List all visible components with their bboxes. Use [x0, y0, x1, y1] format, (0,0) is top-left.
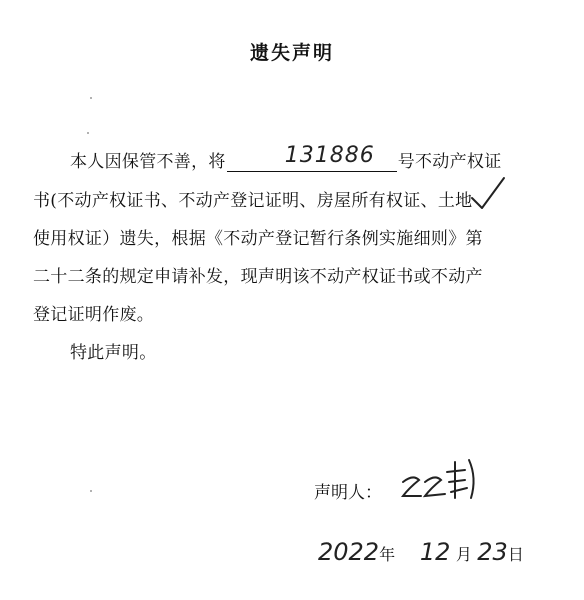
scan-dot: [87, 132, 89, 134]
paragraph-line-1: [70, 143, 502, 172]
date-year-unit: 年: [379, 545, 396, 564]
checkmark-icon: [468, 174, 508, 214]
paragraph-line-4: 二十二条的规定申请补发，现声明该不动产权证书或不动产: [33, 267, 483, 287]
paragraph-line-5: 登记证明作废。: [33, 305, 155, 325]
scan-dot: [90, 97, 92, 99]
document-title: 遗失声明: [249, 42, 334, 64]
paragraph-line-2: 书(不动产权证书、不动产登记证明、房屋所有权证、土地: [33, 191, 473, 211]
declaration-date: [318, 538, 524, 566]
closing-line: 特此声明。: [70, 343, 157, 363]
scan-dot: [90, 490, 92, 492]
date-month: 12: [419, 538, 451, 566]
declarant-label: 声明人：: [314, 483, 382, 503]
date-day-unit: 日: [507, 545, 524, 564]
certificate-number-blank: [227, 143, 397, 172]
line1-suffix: 号不动产权证: [397, 152, 502, 172]
line1-prefix: 本人因保管不善，将: [70, 152, 226, 172]
paragraph-line-3: 使用权证）遗失，根据《不动产登记暂行条例实施细则》第: [33, 229, 483, 249]
certificate-number: 131886: [284, 143, 375, 168]
date-day: 23: [477, 538, 508, 566]
date-month-unit: 月: [455, 545, 472, 564]
handwritten-signature: [395, 452, 485, 512]
date-year: 2022: [318, 538, 380, 566]
